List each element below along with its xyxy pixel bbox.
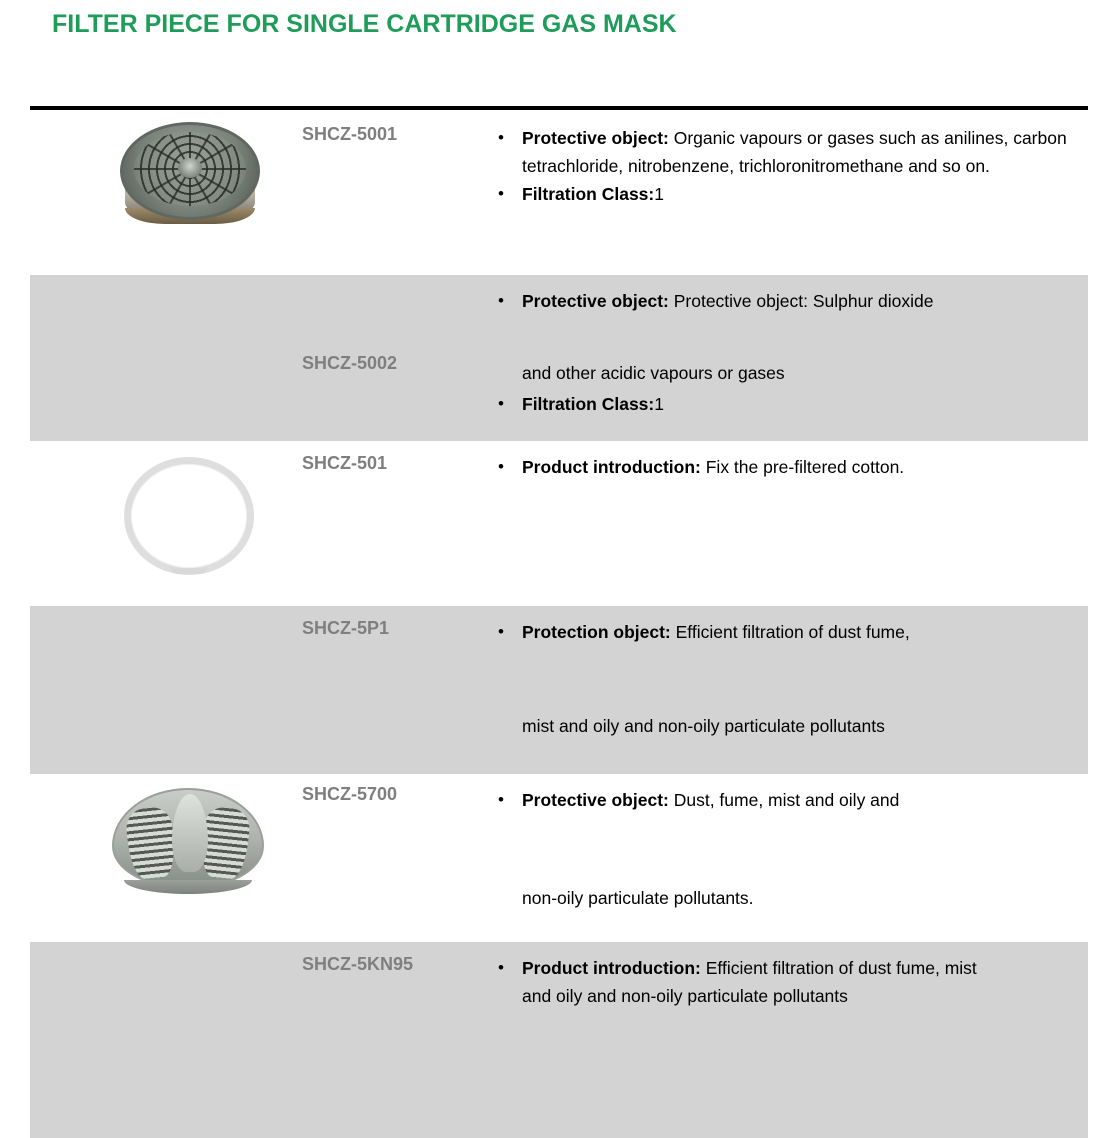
- description-label: Protection object:: [522, 622, 671, 642]
- description-bullet: [484, 954, 1078, 1010]
- description-label: Filtration Class:: [522, 394, 655, 414]
- cartridge-filter-icon: [120, 120, 260, 228]
- description-text: Dust, fume, mist and oily and: [668, 790, 900, 810]
- product-code-cell: [288, 275, 484, 441]
- product-description-cell: [484, 441, 1088, 606]
- description-bullet: [484, 124, 1078, 180]
- product-code: SHCZ-5001: [302, 124, 398, 144]
- description-text: Efficient filtration of dust fume, mist and oily and non-oily particulate pollutants: [522, 958, 977, 1006]
- product-code-cell: [288, 110, 484, 275]
- description-label: Filtration Class:: [522, 184, 655, 204]
- description-continuation: non-oily particulate pollutants.: [522, 888, 754, 908]
- bullet-icon: •: [498, 291, 504, 310]
- description-label: Protective object:: [522, 291, 669, 311]
- description-label: Product introduction:: [522, 958, 701, 978]
- table-row: [30, 942, 1088, 1138]
- description-label: Product introduction:: [522, 457, 701, 477]
- bullet-icon: •: [498, 457, 504, 476]
- retainer-ring-icon: [124, 457, 254, 575]
- bullet-icon: •: [498, 394, 504, 413]
- product-description-cell: [484, 275, 1088, 441]
- table-row: [30, 774, 1088, 942]
- description-text: 1: [654, 394, 664, 414]
- table-row: [30, 110, 1088, 275]
- product-code: SHCZ-5KN95: [302, 954, 414, 974]
- product-image-cell: [30, 441, 288, 606]
- product-code-cell: [288, 774, 484, 942]
- product-description-cell: [484, 942, 1088, 1138]
- product-description-cell: [484, 606, 1088, 774]
- product-description-cell: [484, 774, 1088, 942]
- page-title: FILTER PIECE FOR SINGLE CARTRIDGE GAS MASK: [52, 10, 677, 38]
- bullet-icon: •: [498, 790, 504, 809]
- description-continuation: mist and oily and non-oily particulate pollutants: [522, 716, 885, 736]
- description-bullet: [484, 180, 1078, 208]
- retainer-ring-tab: [170, 559, 208, 574]
- table-row: [30, 441, 1088, 606]
- product-code: SHCZ-5700: [302, 784, 398, 804]
- retainer-ring-image: [30, 441, 288, 606]
- bullet-icon: •: [498, 128, 504, 147]
- description-text: 1: [654, 184, 664, 204]
- description-label: Protective object:: [522, 790, 669, 810]
- description-text: Fix the pre-filtered cotton.: [700, 457, 905, 477]
- product-image-cell: [30, 774, 288, 942]
- description-bullet: [484, 786, 1078, 814]
- table-row: [30, 275, 1088, 441]
- product-image-cell: [30, 110, 288, 275]
- description-bullet: [484, 618, 1078, 646]
- description-label: Protective object:: [522, 128, 669, 148]
- filter-shell-icon: [112, 788, 264, 896]
- description-continuation: and other acidic vapours or gases: [522, 363, 785, 383]
- gas-cartridge-filter-image: [30, 110, 288, 275]
- description-text: Protective object: Sulphur dioxide: [668, 291, 934, 311]
- product-image-cell: [30, 606, 288, 774]
- description-bullet: [484, 390, 1078, 418]
- product-code-cell: [288, 441, 484, 606]
- product-code: SHCZ-501: [302, 453, 388, 473]
- product-image-cell: [30, 942, 288, 1138]
- filter-shell-image: [30, 774, 288, 942]
- bullet-icon: •: [498, 958, 504, 977]
- table-row: [30, 606, 1088, 774]
- description-text: Efficient filtration of dust fume,: [670, 622, 910, 642]
- bullet-icon: •: [498, 622, 504, 641]
- product-image-cell: [30, 275, 288, 441]
- product-code: SHCZ-5002: [302, 353, 398, 373]
- description-text: Organic vapours or gases such as anilines, carbon tetrachloride, nitrobenzene, trichloronitromethane and so on.: [522, 128, 1067, 176]
- description-bullet: [484, 287, 1078, 315]
- bullet-icon: •: [498, 184, 504, 203]
- product-description-cell: [484, 110, 1088, 275]
- product-code-cell: [288, 606, 484, 774]
- description-bullet: [484, 453, 1078, 481]
- product-code: SHCZ-5P1: [302, 618, 390, 638]
- product-table: [30, 106, 1088, 1138]
- product-code-cell: [288, 942, 484, 1138]
